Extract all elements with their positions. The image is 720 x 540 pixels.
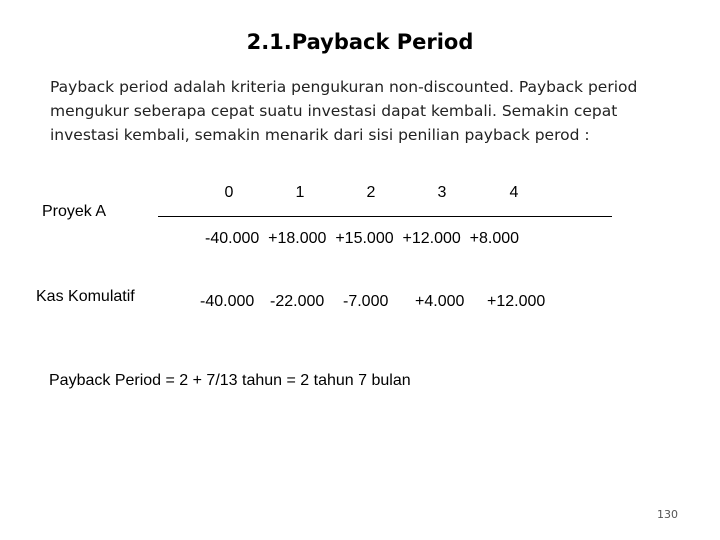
timeline-rule [158, 216, 612, 217]
cumulative-value-2: -7.000 [343, 293, 389, 310]
year-label-1: 1 [295, 184, 305, 201]
cumulative-value-0: -40.000 [200, 293, 255, 310]
page-number: 130 [657, 508, 678, 521]
payback-formula: Payback Period = 2 + 7/13 tahun = 2 tahun 7 bulan [49, 372, 411, 389]
slide-title: 2.1.Payback Period [246, 30, 474, 54]
year-label-4: 4 [509, 184, 519, 201]
cumulative-value-1: -22.000 [270, 293, 325, 310]
cumulative-value-3: +4.000 [415, 293, 465, 310]
cumulative-label: Kas Komulatif [36, 288, 135, 305]
year-label-0: 0 [224, 184, 234, 201]
cumulative-value-4: +12.000 [487, 293, 546, 310]
cash-flow-row: -40.000 +18.000 +15.000 +12.000 +8.000 [205, 230, 520, 247]
year-label-3: 3 [437, 184, 447, 201]
intro-paragraph: Payback period adalah kriteria pengukuran non-discounted. Payback period mengukur seberapa cepat suatu investasi dapat kembali. Semakin cepat investasi kembali, semakin menarik dari sisi penilian payback perod : [50, 78, 638, 144]
project-label: Proyek A [42, 203, 107, 220]
year-label-2: 2 [366, 184, 376, 201]
